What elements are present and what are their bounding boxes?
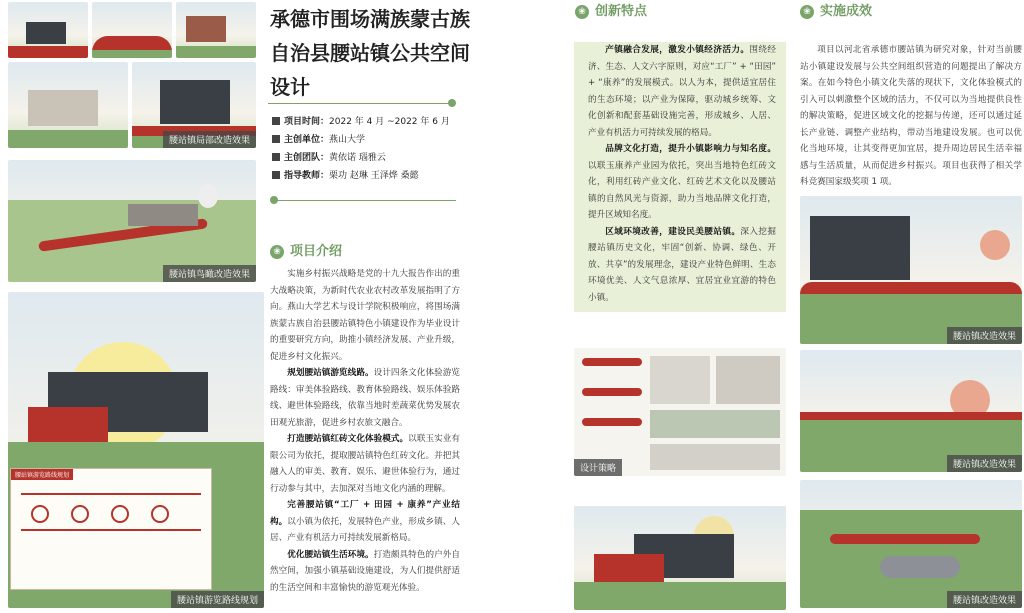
meta-team: 主创团队：黄依诺 瑙雅云 [272, 150, 386, 163]
leaf-icon: ❀ [800, 5, 814, 19]
divider-bottom [276, 200, 456, 201]
divider-top [268, 103, 452, 104]
meta-time: 项目时间：2022 年 4 月 ~2022 年 6 月 [272, 114, 450, 127]
page-title: 承德市围场满族蒙古族自治县腰站镇公共空间设计 [270, 7, 470, 99]
route-plan-image [8, 292, 264, 608]
strategy-diagram [574, 348, 786, 476]
renovation-image-2 [800, 350, 1022, 472]
results-heading: ❀ 实施成效 [800, 0, 872, 19]
results-text: 项目以河北省承德市腰站镇为研究对象，针对当前腰站小镇建设发展与公共空间组织营造的问题提出了解决方案。在如今特色小镇文化失落的现状下，文化体验模式的引入可以刺激整个区域的活力，不仅可以为当地提供良性的解决策略，促进区域文化的挖掘与传递，还可以通过延长产业链、调整产业结构，带动当地建设发展。也可以优化当地环境，让其变得更加宜居，提升周边居民生活幸福感与生活质量，从而促进乡村振兴。项目也获得了相关学科竞赛国家级奖项 1 项。 [800, 45, 1022, 187]
aerial-view-image [8, 160, 256, 282]
caption-aerial: 腰站镇鸟瞰改造效果 [163, 265, 256, 282]
caption-route-inner: 腰站镇游览路线规划 [11, 469, 73, 480]
caption-renovation-1: 腰站镇改造效果 [947, 327, 1022, 344]
leaf-icon: ❀ [270, 245, 284, 259]
caption-local: 腰站镇局部改造效果 [163, 131, 256, 148]
caption-strategy: 设计策略 [574, 459, 622, 476]
meta-unit: 主创单位：燕山大学 [272, 132, 365, 145]
meta-advisors: 指导教师：栗功 赵琳 王泽烨 桑懿 [272, 168, 419, 181]
photo-mid-1 [8, 62, 128, 148]
render-bottom-middle [574, 506, 786, 610]
leaf-icon: ❀ [575, 5, 589, 19]
caption-route: 腰站镇游览路线规划 [171, 591, 264, 608]
building-icon [272, 135, 280, 143]
divider-dot [448, 99, 456, 107]
renovation-image-1 [800, 196, 1022, 344]
caption-renovation-2: 腰站镇改造效果 [947, 455, 1022, 472]
photo-mid-2 [132, 62, 256, 148]
intro-text: 实施乡村振兴战略是党的十九大报告作出的重大战略决策，为新时代农业农村改革发展指明了方向。燕山大学艺术与设计学院积极响应，将围场满族蒙古族自治县腰站镇特色小镇建设作为毕业设计的重要研究方向，助推小镇经济发展、产业升级，促进乡村文化振兴。 规划腰站镇游览线路。设计四条文化体验游览路线：审美体验路线、教育体验路线、娱乐体验路线、避世体验路线，依靠当地时差蔬菜优势发展农田观光旅游，促进乡村农旅文融合。 打造腰站镇红砖文化体验模式。以联玉实业有限公司为依托，提取腰站镇特色红砖文化。并把其融入人的审美、教育、娱乐、避世体验行为，通过行动参与其中，去加深对当地文化内涵的理解。 完善腰站镇“工厂 + 田园 + 康养”产业结构。以小镇为依托，发展特色产业，形成乡镇、人居、产业有机活力可持续发展新格局。 优化腰站镇生活环境。打造颇具特色的户外自然空间，加强小镇基础设施建设，为人们提供舒适的生活空间和丰富愉快的游览观光体验。 [270, 269, 460, 593]
photo-top-1 [8, 2, 88, 58]
innovation-text: 产镇融合发展，激发小镇经济活力。围绕经济、生态、人文六字原则，对应“工厂” + “田园” + “康养”的发展模式。以人为本，提供适宜居住的生态环境；以产业为保障，驱动城乡统筹、文化创新和配套基础设施完善，形成城乡、人居、产业有机活力可持续发展的格局。 品牌文化打造，提升小镇影响力与知名度。以联玉康养产业园为依托，突出当地特色红砖文化，利用红砖产业文化、红砖艺术文化以及腰站镇的自然风光与资源，助力当地品牌文化打造，提升区域知名度。 区域环境改善，建设民美腰站镇。深入挖掘腰站镇历史文化，牢固“创新、协调、绿色、开放、共享”的发展理念，建设产业特色鲜明、生态环境优美、人文气息浓厚、宜居宜业宜游的特色小镇。 [588, 45, 776, 303]
renovation-image-3 [800, 480, 1022, 608]
intro-heading: ❀ 项目介绍 [270, 240, 342, 259]
team-icon [272, 153, 280, 161]
divider-dot [270, 196, 278, 204]
photo-top-3 [176, 2, 256, 58]
innovation-heading: ❀ 创新特点 [575, 0, 647, 19]
clock-icon [272, 117, 280, 125]
caption-renovation-3: 腰站镇改造效果 [947, 591, 1022, 608]
teacher-icon [272, 171, 280, 179]
photo-top-2 [92, 2, 172, 58]
